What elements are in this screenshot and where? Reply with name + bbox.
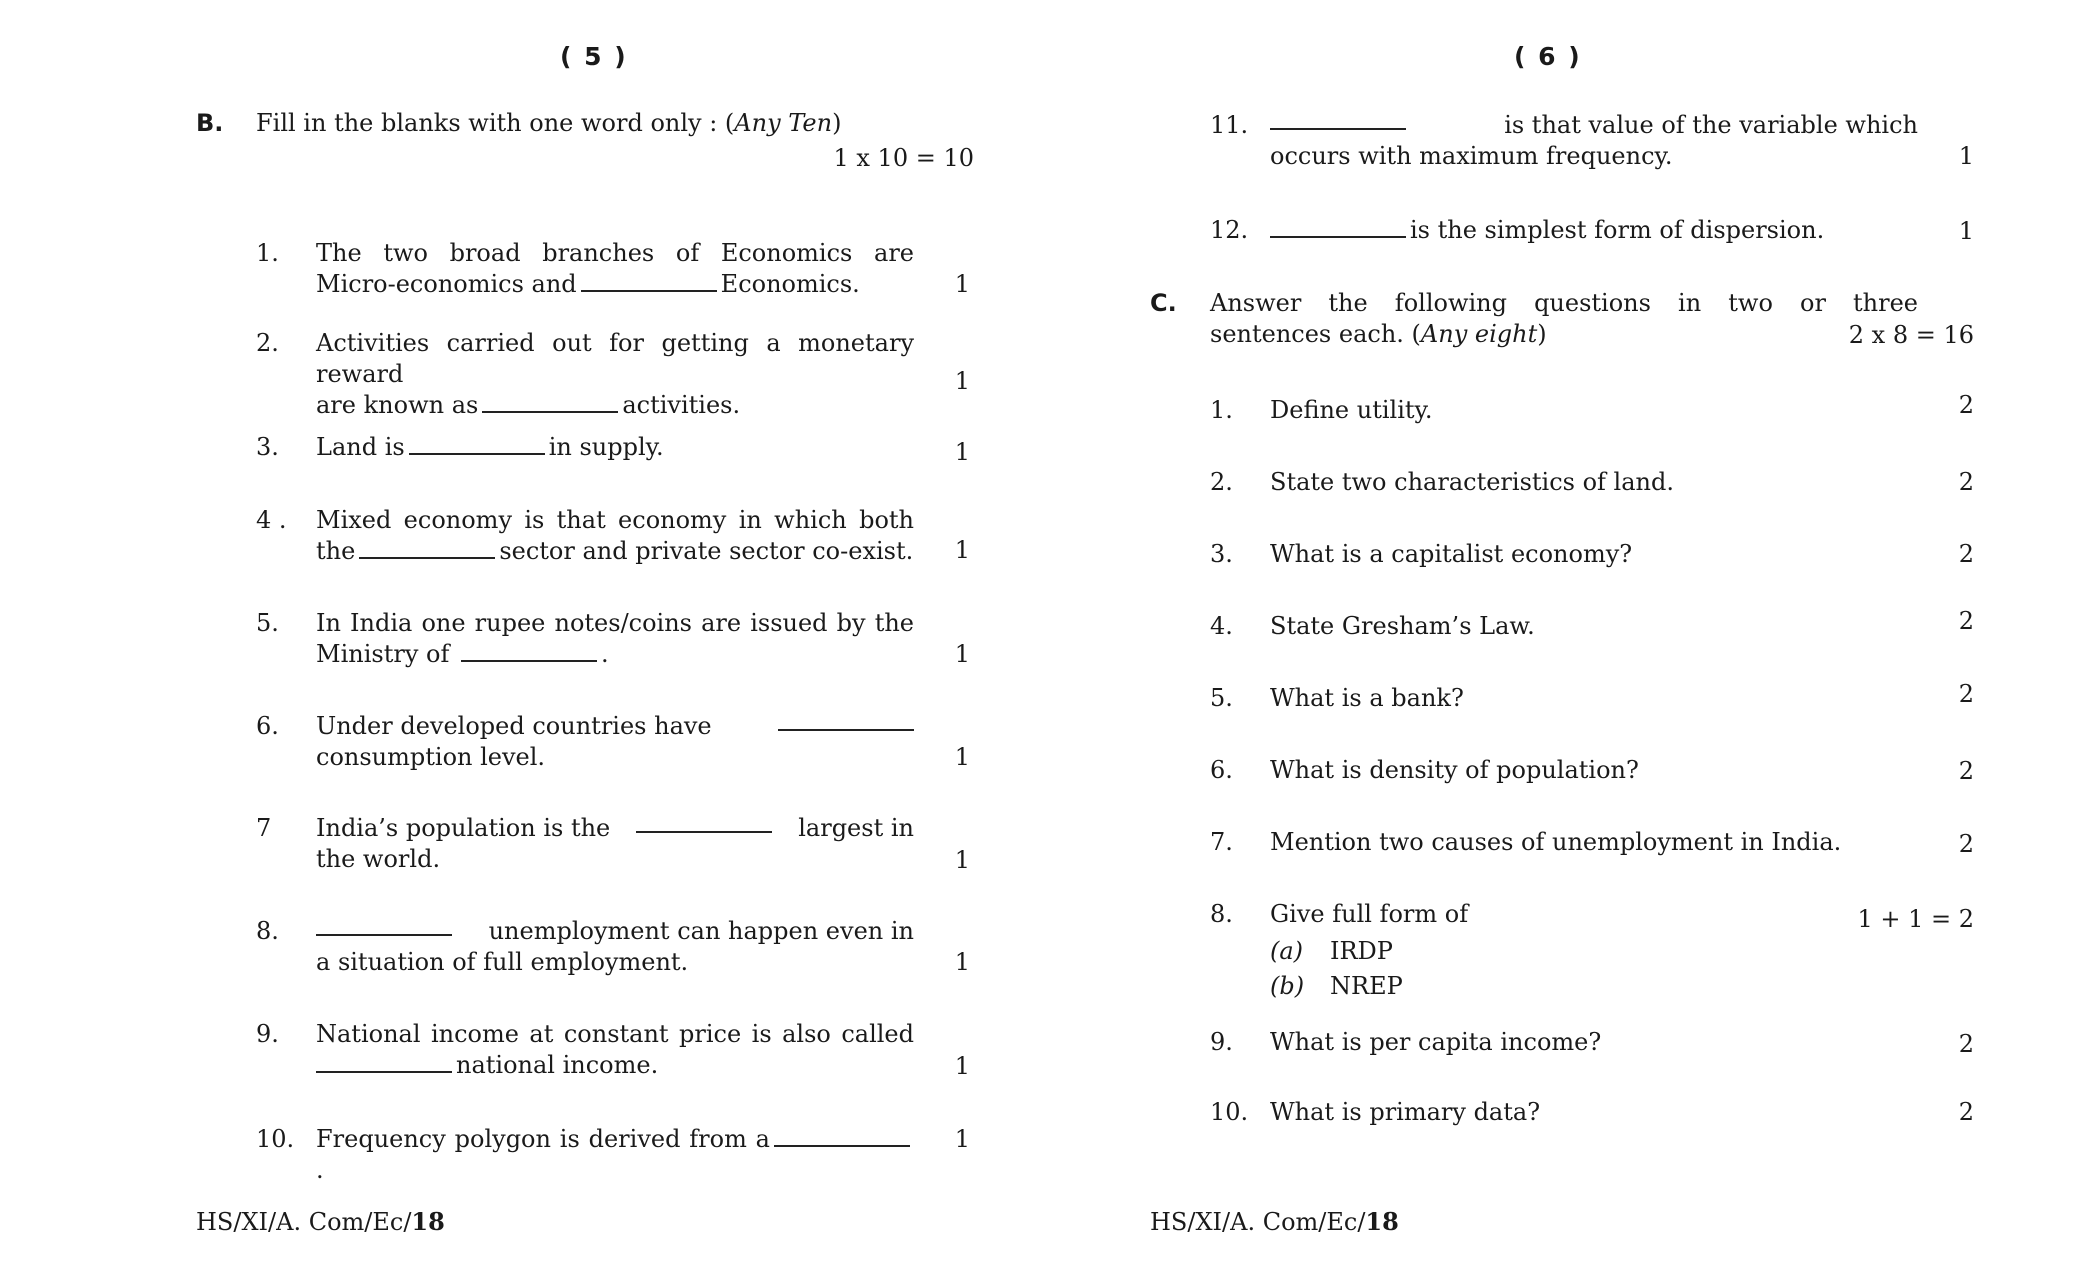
paper-code: HS/XI/A. Com/Ec/18: [1150, 1207, 1399, 1236]
question-text: The two broad branches of Economics are Micro-economics and Economics.: [316, 239, 914, 298]
question-text: What is density of population?: [1270, 756, 1639, 784]
question-marks: 1: [954, 743, 970, 771]
answer-blank: [581, 272, 717, 292]
question-text: What is a bank?: [1270, 684, 1464, 712]
question-text: National income at constant price is also called national income.: [316, 1020, 914, 1079]
question-text: Land is in supply.: [316, 433, 664, 461]
question-number: 11.: [1210, 111, 1249, 139]
question-marks: 1: [954, 1052, 970, 1080]
question-text: Under developed countries have consumption level.: [316, 711, 914, 773]
question-text: Frequency polygon is derived from a.: [316, 1124, 914, 1186]
question-marks: 1: [954, 438, 970, 466]
answer-blank: [316, 1053, 452, 1073]
question-number: 7: [256, 814, 272, 842]
question-text: Activities carried out for getting a monetary reward are known as activities.: [316, 329, 914, 419]
answer-blank: [316, 916, 452, 936]
question-marks: 2: [1958, 540, 1974, 568]
question-number: 5.: [256, 609, 279, 637]
answer-blank: [1270, 218, 1406, 238]
question-text: Mixed economy is that economy in which both the sector and private sector co-exist.: [316, 506, 914, 565]
question-number: 7.: [1210, 828, 1233, 856]
option-label: (a): [1270, 937, 1304, 965]
question-marks: 2: [1958, 757, 1974, 785]
question-text: Define utility.: [1270, 396, 1433, 424]
question-text: India’s population is the largest in the world.: [316, 814, 914, 873]
answer-blank: [359, 539, 495, 559]
answer-blank: [636, 813, 772, 833]
page-number: ( 5 ): [560, 42, 628, 71]
answer-blank: [1270, 110, 1406, 130]
section-marks: 1 x 10 = 10: [833, 144, 974, 172]
question-marks: 1: [954, 536, 970, 564]
question-marks: 1: [1958, 217, 1974, 245]
question-number: 1.: [1210, 396, 1233, 424]
question-text: Give full form of: [1270, 900, 1469, 928]
question-marks: 2: [1958, 680, 1974, 708]
question-marks: 1: [954, 367, 970, 395]
page-number: ( 6 ): [1514, 42, 1582, 71]
question-marks: 2: [1958, 830, 1974, 858]
question-text: Mention two causes of unemployment in India.: [1270, 828, 1842, 856]
question-marks: 1: [954, 846, 970, 874]
question-text: State Gresham’s Law.: [1270, 612, 1535, 640]
question-text: What is primary data?: [1270, 1098, 1541, 1126]
section-instruction: Answer the following questions in two or three sentences each. (Any eight): [1210, 289, 1918, 348]
question-number: 10.: [1210, 1098, 1249, 1126]
answer-blank: [482, 393, 618, 413]
question-number: 3.: [1210, 540, 1233, 568]
question-number: 5.: [1210, 684, 1233, 712]
section-letter: B.: [196, 109, 224, 137]
option-text: NREP: [1330, 972, 1403, 1000]
question-number: 9.: [1210, 1028, 1233, 1056]
question-marks: 1 + 1 = 2: [1857, 905, 1974, 933]
question-marks: 1: [954, 1125, 970, 1153]
question-number: 4.: [1210, 612, 1233, 640]
answer-blank: [461, 642, 597, 662]
question-number: 6.: [256, 712, 279, 740]
question-number: 8.: [1210, 900, 1233, 928]
question-number: 6.: [1210, 756, 1233, 784]
answer-blank: [409, 435, 545, 455]
answer-blank: [778, 711, 914, 731]
question-text: is the simplest form of dispersion.: [1270, 215, 1918, 246]
question-text: What is a capitalist economy?: [1270, 540, 1633, 568]
question-marks: 1: [954, 948, 970, 976]
question-number: 4 .: [256, 506, 287, 534]
question-marks: 2: [1958, 391, 1974, 419]
question-number: 2.: [256, 329, 279, 357]
question-text: In India one rupee notes/coins are issued by the Ministry of .: [316, 609, 914, 668]
question-text: unemployment can happen even in a situation of full employment.: [316, 917, 914, 976]
section-letter: C.: [1150, 289, 1177, 317]
option-text: IRDP: [1330, 937, 1393, 965]
question-text: is that value of the variable which occurs with maximum frequency.: [1270, 111, 1918, 170]
paper-code: HS/XI/A. Com/Ec/18: [196, 1207, 445, 1236]
question-number: 2.: [1210, 468, 1233, 496]
section-instruction: Fill in the blanks with one word only : (Any Ten): [256, 109, 842, 137]
question-marks: 1: [954, 640, 970, 668]
question-number: 3.: [256, 433, 279, 461]
question-marks: 1: [954, 270, 970, 298]
question-marks: 2: [1958, 607, 1974, 635]
question-text: State two characteristics of land.: [1270, 468, 1674, 496]
question-text: What is per capita income?: [1270, 1028, 1602, 1056]
question-number: 1.: [256, 239, 279, 267]
question-number: 10.: [256, 1125, 295, 1153]
answer-blank: [774, 1127, 910, 1147]
question-marks: 2: [1958, 1030, 1974, 1058]
option-label: (b): [1270, 972, 1305, 1000]
question-number: 8.: [256, 917, 279, 945]
question-marks: 2: [1958, 1098, 1974, 1126]
right-page: [1050, 0, 2100, 1275]
question-number: 9.: [256, 1020, 279, 1048]
question-number: 12.: [1210, 216, 1249, 244]
question-marks: 1: [1958, 142, 1974, 170]
question-marks: 2: [1958, 468, 1974, 496]
section-marks: 2 x 8 = 16: [1848, 321, 1974, 349]
